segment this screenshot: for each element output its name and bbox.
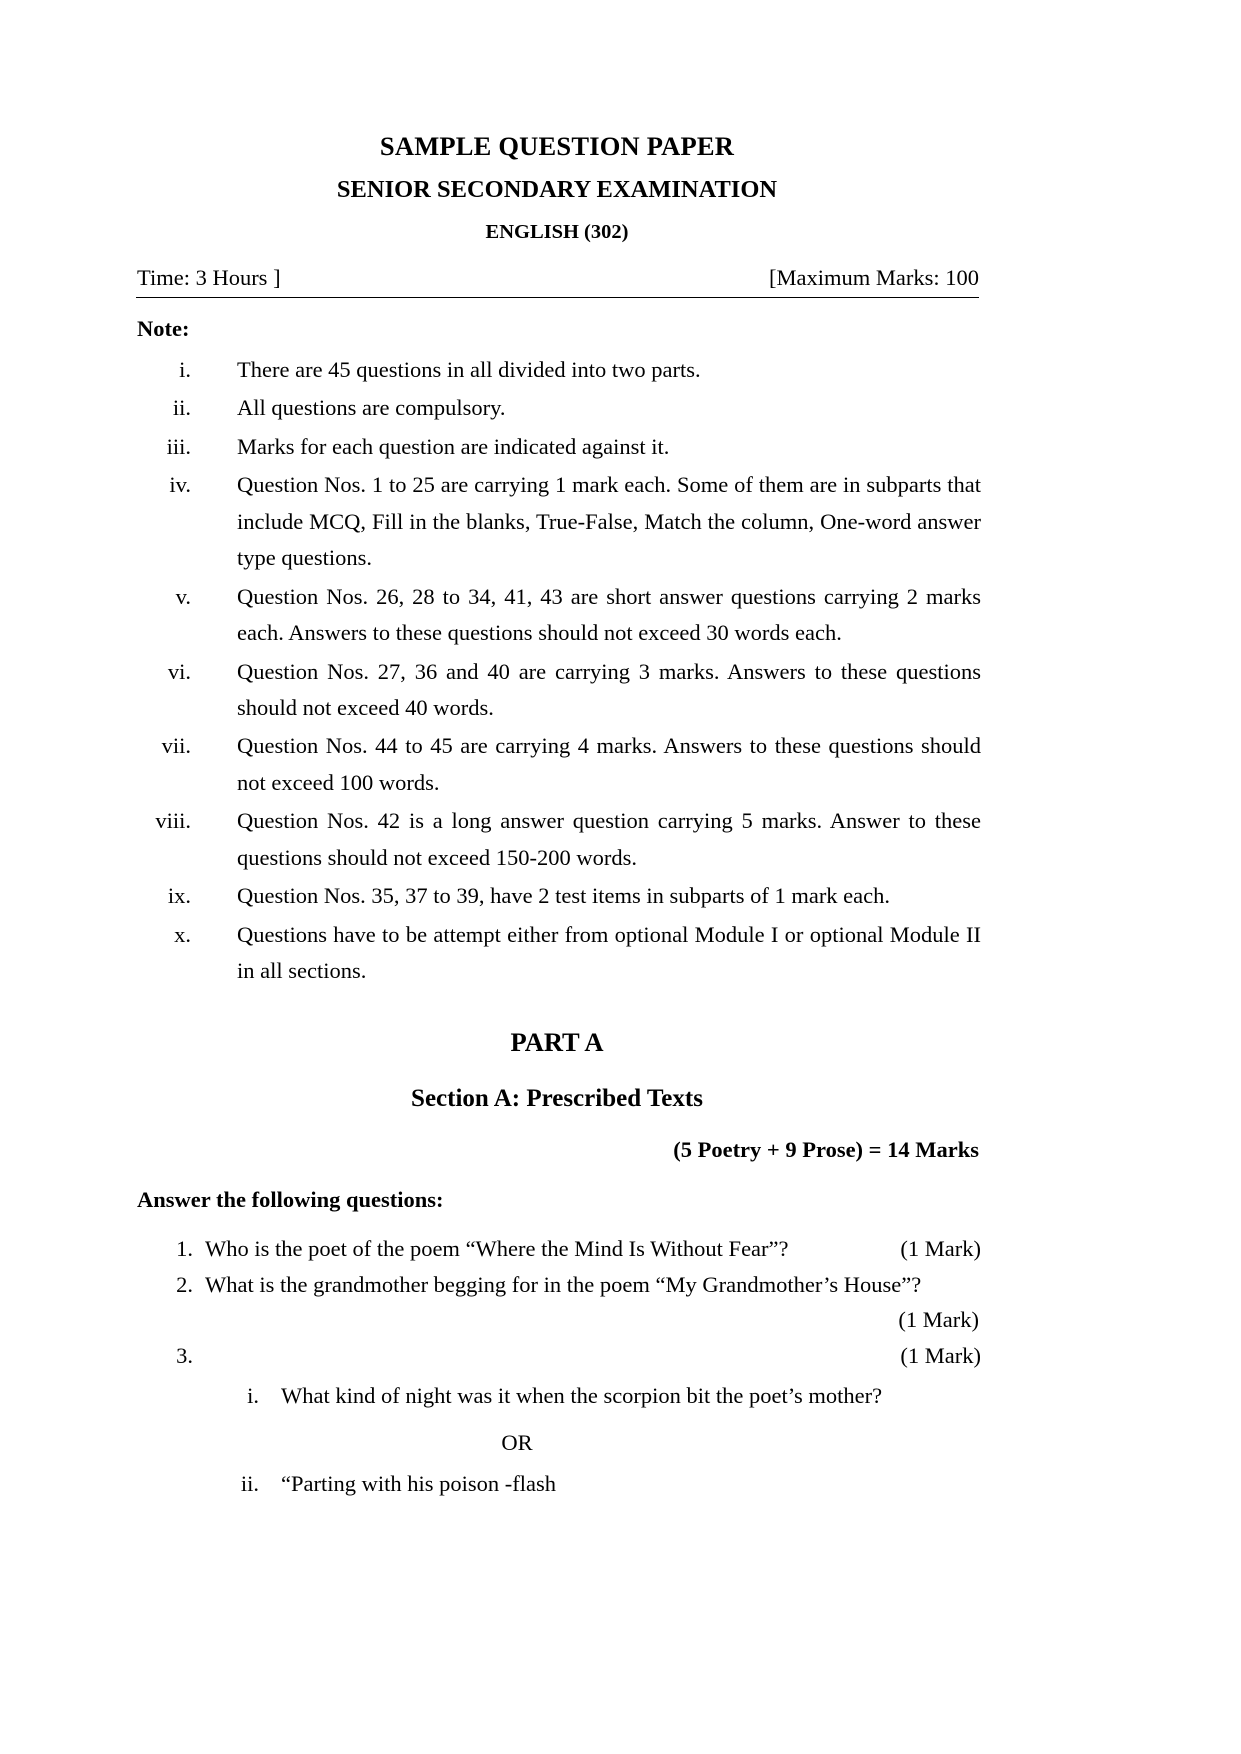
note-item-number: ix. bbox=[167, 883, 191, 909]
question-subitem-list bbox=[133, 1467, 981, 1502]
subject-code: ENGLISH (302) bbox=[485, 221, 629, 243]
question-item bbox=[133, 1339, 981, 1502]
question-text: What is the grandmother begging for in the poem “My Grandmother’s House”? bbox=[205, 1271, 922, 1297]
exam-meta-row bbox=[133, 243, 981, 291]
note-item-number: viii. bbox=[155, 808, 191, 834]
note-item-text: There are 45 questions in all divided into two parts. bbox=[237, 357, 701, 382]
question-subitem-list bbox=[133, 1373, 981, 1414]
exam-max-marks: [Maximum Marks: 100 bbox=[769, 264, 979, 290]
note-item bbox=[133, 429, 981, 465]
subitem-text: What kind of night was it when the scorpion bit the poet’s mother? bbox=[281, 1383, 883, 1409]
note-item-number: iii. bbox=[166, 433, 191, 459]
note-item bbox=[133, 803, 981, 876]
note-item bbox=[133, 878, 981, 914]
note-item-text: Question Nos. 42 is a long answer question carrying 5 marks. Answer to these questions should not exceed 150-200 words. bbox=[237, 808, 981, 870]
note-item-text: Question Nos. 44 to 45 are carrying 4 marks. Answers to these questions should not exceed 100 words. bbox=[237, 733, 981, 795]
subitem-number: i. bbox=[247, 1383, 259, 1409]
question-marks: (1 Mark) bbox=[900, 1235, 981, 1261]
note-item-number: ii. bbox=[172, 395, 191, 421]
question-number: 1. bbox=[176, 1235, 193, 1261]
note-item-text: Question Nos. 35, 37 to 39, have 2 test items in subparts of 1 mark each. bbox=[237, 883, 891, 909]
answer-instruction: Answer the following questions: bbox=[137, 1187, 444, 1213]
note-item-number: v. bbox=[175, 583, 191, 609]
note-item bbox=[133, 467, 981, 576]
question-row bbox=[133, 1339, 981, 1374]
question-marks: (1 Mark) bbox=[900, 1342, 981, 1368]
note-item-text: Marks for each question are indicated against it. bbox=[237, 433, 670, 459]
note-item bbox=[133, 654, 981, 727]
note-item-number: vii. bbox=[161, 733, 191, 759]
note-item bbox=[133, 917, 981, 990]
question-text: Who is the poet of the poem “Where the Mind Is Without Fear”? bbox=[205, 1235, 789, 1261]
note-item-number: iv. bbox=[169, 472, 191, 498]
question-marks: (1 Mark) bbox=[898, 1306, 979, 1332]
question-list bbox=[133, 1212, 981, 1502]
section-marks-line: (5 Poetry + 9 Prose) = 14 Marks bbox=[673, 1136, 979, 1162]
note-item-number: i. bbox=[179, 357, 191, 382]
page-content bbox=[133, 0, 981, 1503]
subitem-text: “Parting with his poison -flash bbox=[281, 1470, 556, 1496]
note-list bbox=[133, 340, 981, 989]
question-row bbox=[133, 1268, 981, 1303]
note-item-text: All questions are compulsory. bbox=[237, 395, 506, 421]
note-item-text: Question Nos. 1 to 25 are carrying 1 mark each. Some of them are in subparts that include MCQ, Fill in the blanks, True-False, Match the column, One-word answer type questions. bbox=[237, 472, 981, 571]
question-body bbox=[205, 1268, 981, 1303]
or-separator: OR bbox=[501, 1430, 533, 1456]
question-subitem bbox=[133, 1467, 981, 1502]
note-label: Note: bbox=[137, 315, 190, 341]
question-subitem bbox=[133, 1379, 981, 1414]
question-body bbox=[205, 1232, 981, 1267]
question-item bbox=[133, 1268, 981, 1338]
part-heading: PART A bbox=[510, 1027, 604, 1058]
question-row bbox=[133, 1232, 981, 1267]
exam-duration: Time: 3 Hours ] bbox=[137, 264, 281, 290]
question-number: 3. bbox=[176, 1342, 193, 1368]
note-item-text: Question Nos. 26, 28 to 34, 41, 43 are short answer questions carrying 2 marks each. Answers to these questions should not exceed 30 words each. bbox=[237, 583, 981, 646]
subitem-number: ii. bbox=[240, 1470, 259, 1496]
note-item-text: Question Nos. 27, 36 and 40 are carrying 3 marks. Answers to these questions should not exceed 40 words. bbox=[237, 658, 981, 720]
section-heading: Section A: Prescribed Texts bbox=[411, 1084, 703, 1112]
note-item-text: Questions have to be attempt either from optional Module I or optional Module II in all sections. bbox=[237, 921, 981, 983]
note-item bbox=[133, 579, 981, 652]
note-item-number: x. bbox=[174, 921, 191, 947]
note-item bbox=[133, 352, 981, 388]
exam-subtitle: SENIOR SECONDARY EXAMINATION bbox=[336, 175, 778, 203]
question-item bbox=[133, 1232, 981, 1267]
question-number: 2. bbox=[176, 1271, 193, 1297]
note-item-number: vi. bbox=[167, 658, 191, 684]
page-title: SAMPLE QUESTION PAPER bbox=[379, 131, 735, 161]
note-item bbox=[133, 728, 981, 801]
note-item bbox=[133, 390, 981, 426]
question-body bbox=[205, 1339, 981, 1374]
